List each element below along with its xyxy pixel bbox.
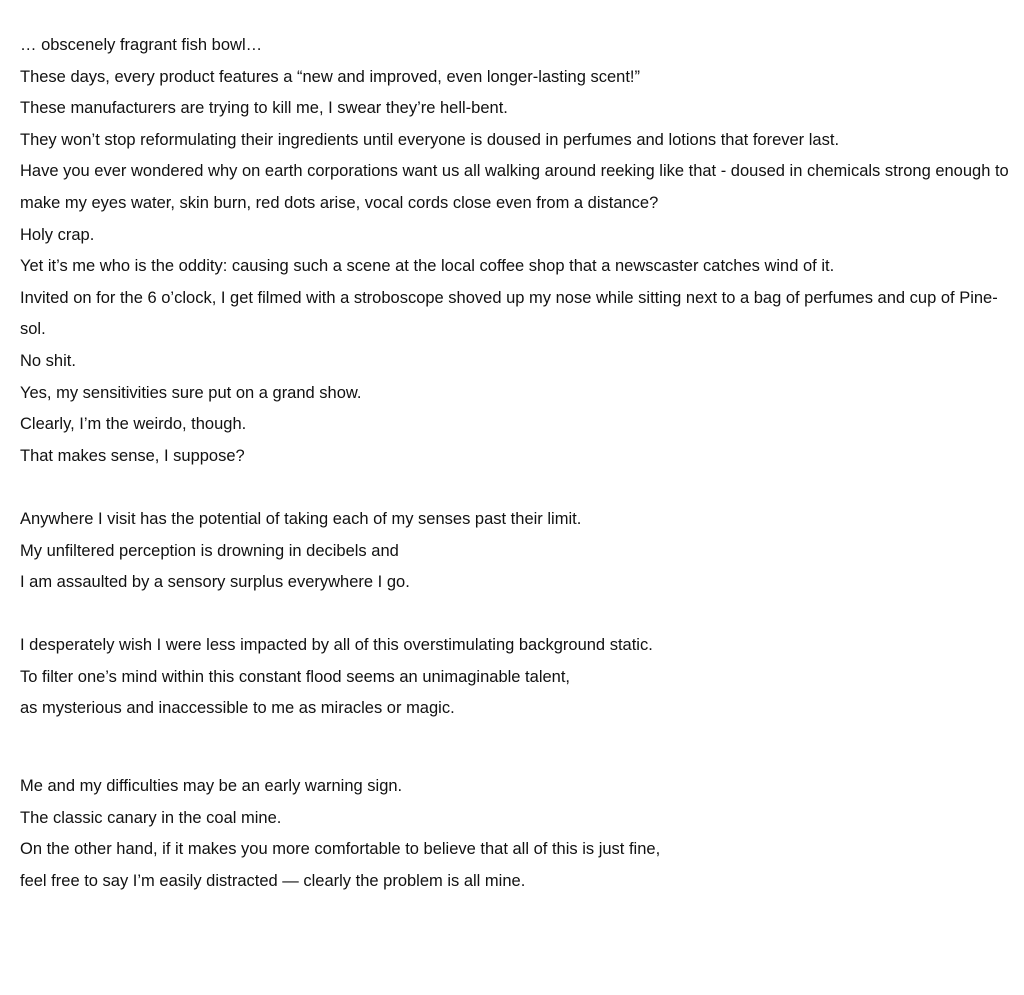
poem-line: as mysterious and inaccessible to me as miracles or magic. <box>20 699 455 718</box>
stanza-3 <box>20 630 1020 725</box>
poem-line: The classic canary in the coal mine. <box>20 808 282 827</box>
poem-line: Have you ever wondered why on earth corporations want us all walking around reeking like that - doused in chemicals strong enough to make my eyes water, skin burn, red dots arise, vocal cords close even from a distance? <box>20 162 1009 212</box>
poem-line: These days, every product features a “new and improved, even longer-lasting scent!” <box>20 67 640 86</box>
poem-line: Yet it’s me who is the oddity: causing such a scene at the local coffee shop that a newscaster catches wind of it. <box>20 257 835 276</box>
poem-line: I desperately wish I were less impacted by all of this overstimulating background static. <box>20 636 653 655</box>
poem-line: Anywhere I visit has the potential of taking each of my senses past their limit. <box>20 509 582 528</box>
poem-line: Clearly, I’m the weirdo, though. <box>20 415 247 434</box>
document-body <box>20 30 1020 897</box>
poem-line: No shit. <box>20 351 76 370</box>
poem-line: Invited on for the 6 o’clock, I get filmed with a stroboscope shoved up my nose while sitting next to a bag of perfumes and cup of Pine-sol. <box>20 288 998 339</box>
poem-line: On the other hand, if it makes you more comfortable to believe that all of this is just fine, <box>20 840 661 859</box>
poem-line: Me and my difficulties may be an early warning sign. <box>20 777 403 796</box>
poem-line: I am assaulted by a sensory surplus everywhere I go. <box>20 573 410 592</box>
intro-line: … obscenely fragrant fish bowl… <box>20 36 263 54</box>
poem-line: Yes, my sensitivities sure put on a grand show. <box>20 383 362 402</box>
stanza-4 <box>20 771 1020 897</box>
stanza-gap <box>20 472 1020 504</box>
indented-stanza <box>20 62 1020 473</box>
stanza-2 <box>20 504 1020 599</box>
poem-line: To filter one’s mind within this constant flood seems an unimaginable talent, <box>20 667 571 686</box>
poem-line: My unfiltered perception is drowning in decibels and <box>20 541 399 560</box>
poem-line: These manufacturers are trying to kill me, I swear they’re hell-bent. <box>20 99 508 118</box>
stanza-gap <box>20 599 1020 631</box>
poem-line: That makes sense, I suppose? <box>20 446 245 465</box>
poem-line: Holy crap. <box>20 225 95 244</box>
stanza-gap <box>20 725 1020 771</box>
poem-line: feel free to say I’m easily distracted — clearly the problem is all mine. <box>20 871 526 890</box>
poem-line: They won’t stop reformulating their ingredients until everyone is doused in perfumes and lotions that forever last. <box>20 130 840 149</box>
